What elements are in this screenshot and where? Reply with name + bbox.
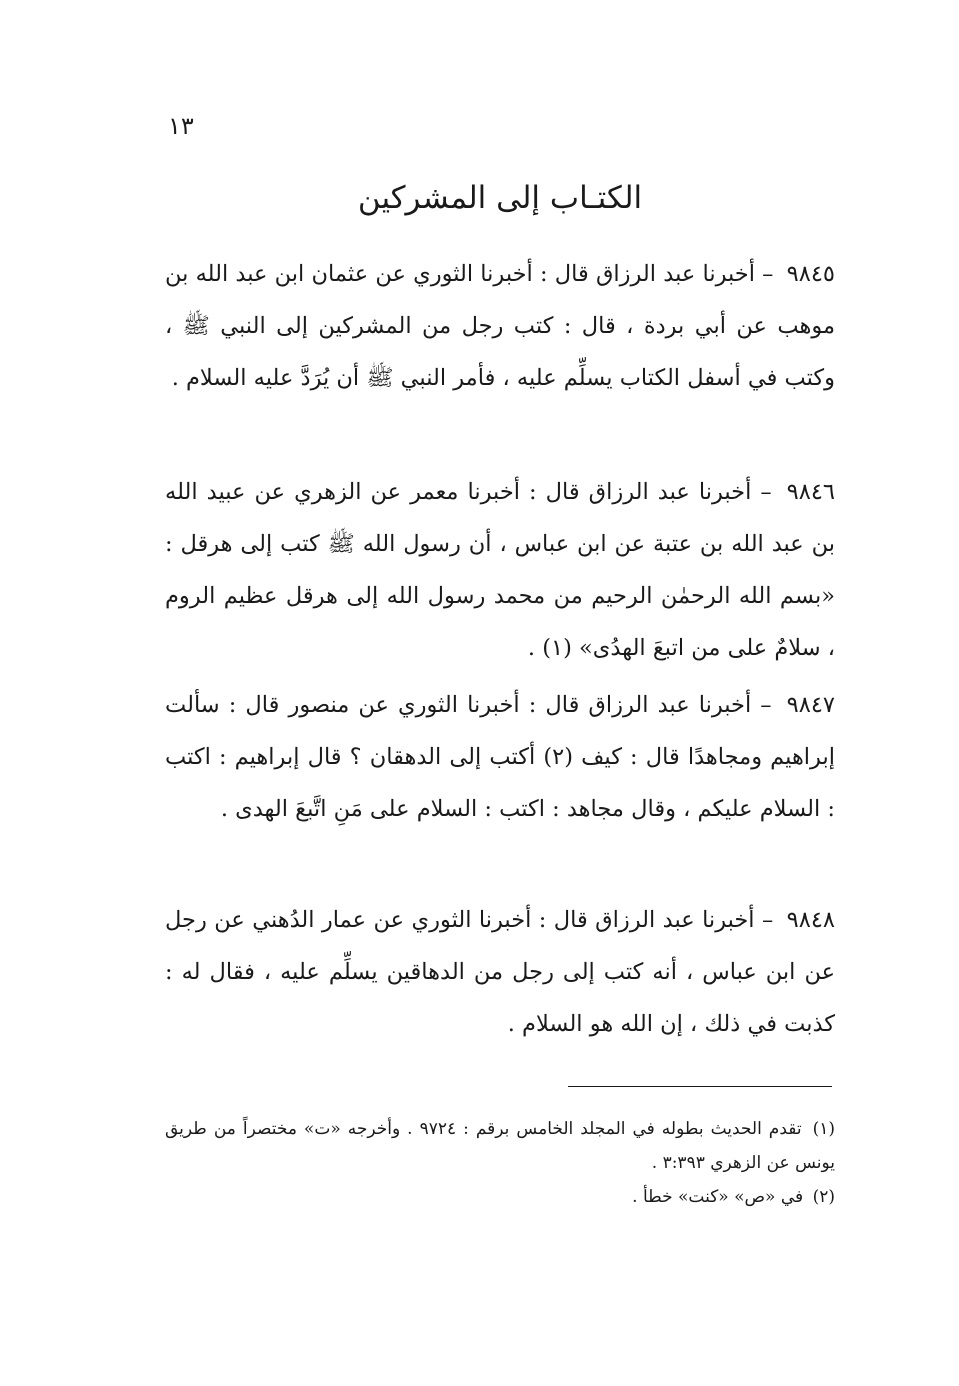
hadith-text: – أخبرنا عبد الرزاق قال : أخبرنا معمر عن الزهري عن عبيد الله بن عبد الله بن عتبة عن ابن عباس ، أن رسول الله ﷺ كتب إلى هرقل : «بسم الله الرحمٰن الرحيم من محمد رسول الله إلى هرقل عظيم الروم ، سلامٌ على من اتبعَ الهدُى» (١) . <box>165 479 835 661</box>
chapter-title: الكتـاب إلى المشركين <box>357 180 643 216</box>
hadith-text: – أخبرنا عبد الرزاق قال : أخبرنا الثوري عن عثمان ابن عبد الله بن موهب عن أبي بردة ، قال : كتب رجل من المشركين إلى النبي ﷺ ، وكتب في أسفل الكتاب يسلِّم عليه ، فأمر النبي ﷺ أن يُرَدَّ عليه السلام . <box>165 261 835 391</box>
hadith-number: ٩٨٤٦ <box>786 479 835 505</box>
footnote-marker: (٢) <box>812 1187 835 1207</box>
hadith-text: – أخبرنا عبد الرزاق قال : أخبرنا الثوري عن عمار الدُهني عن رجل عن ابن عباس ، أنه كتب إلى رجل من الدهاقين يسلِّم عليه ، فقال له : كذبت في ذلك ، إن الله هو السلام . <box>165 907 835 1037</box>
hadith-paragraph <box>165 679 835 835</box>
footnote-divider <box>568 1086 832 1087</box>
hadith-paragraph <box>165 466 835 674</box>
hadith-paragraph <box>165 894 835 1050</box>
hadith-paragraph <box>165 248 835 404</box>
hadith-number: ٩٨٤٨ <box>786 907 835 933</box>
hadith-number: ٩٨٤٧ <box>786 692 835 718</box>
footnote-marker: (١) <box>812 1119 836 1139</box>
footnote-text: تقدم الحديث بطوله في المجلد الخامس برقم : ٩٧٢٤ . وأخرجه «ت» مختصراً من طريق يونس عن الزهري ٣:٣٩٣ . <box>165 1119 835 1173</box>
footnote <box>165 1112 835 1180</box>
hadith-text: – أخبرنا عبد الرزاق قال : أخبرنا الثوري عن منصور قال : سألت إبراهيم ومجاهدًا قال : كيف (٢) أكتب إلى الدهقان ؟ قال إبراهيم : اكتب : السلام عليكم ، وقال مجاهد : اكتب : السلام على مَنِ اتَّبعَ الهدى . <box>165 692 835 822</box>
footnote <box>165 1180 835 1214</box>
hadith-number: ٩٨٤٥ <box>786 261 835 287</box>
footnotes <box>165 1112 835 1214</box>
footnote-text: في «ص» «كنت» خطأ . <box>632 1187 804 1207</box>
page-number: ١٣ <box>168 112 194 140</box>
